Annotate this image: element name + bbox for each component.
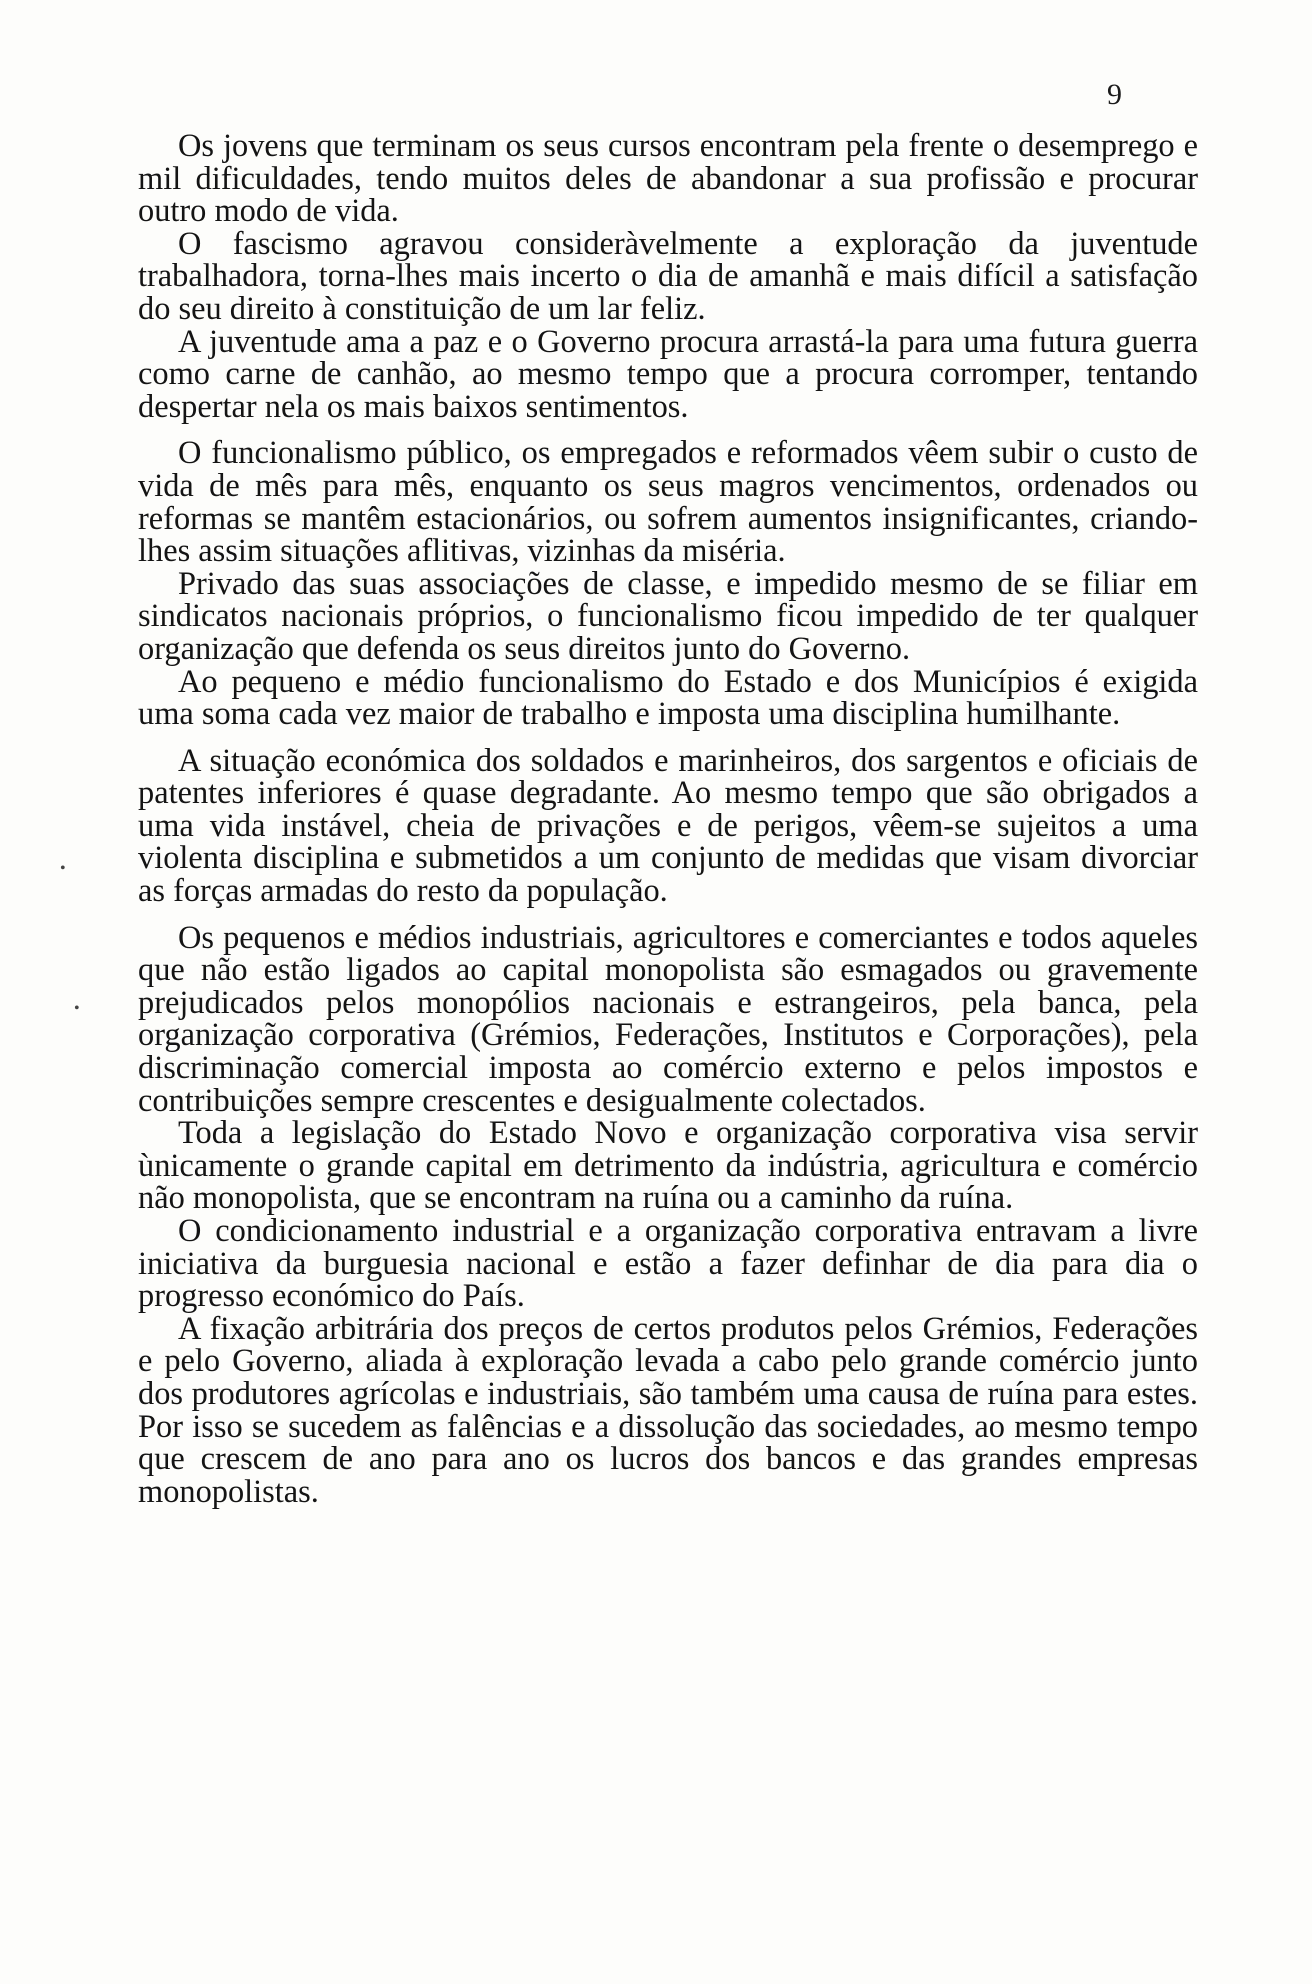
paragraph-civil-service-cost: O funcionalismo público, os empregados e reformados vêem subir o custo de vida de mês para mês, enquanto os seus magros vencimentos, ordenados ou reformas se mantêm estacionários, ou sofrem aumentos insignificantes, criando-lhes assim situações aflitivas, vizinhas da miséria. <box>138 435 1198 570</box>
paragraph-industrial-conditioning: O condicionamento industrial e a organização corporativa entravam a livre iniciativa da burguesia nacional e estão a fazer definhar de dia para dia o progresso económico do País. <box>138 1213 1198 1315</box>
paragraph-small-civil-service: Ao pequeno e médio funcionalismo do Estado e dos Municípios é exigida uma soma cada vez maior de trabalho e imposta uma disciplina humilhante. <box>138 663 1198 733</box>
paragraph-price-fixing: A fixação arbitrária dos preços de certos produtos pelos Grémios, Federações e pelo Governo, aliada à exploração levada a cabo pelo grande comércio junto dos produtores agrícolas e industriais, são também uma causa de ruína para estes. Por isso se sucedem as falências e a dissolução das sociedades, ao mesmo tempo que crescem de ano para ano os lucros dos bancos e das grandes empresas monopolistas. <box>138 1310 1198 1510</box>
paragraph-small-industry: Os pequenos e médios industriais, agricultores e comerciantes e todos aqueles que não estão ligados ao capital monopolista são esmagados ou gravemente prejudicados pelos monopólios nacionais e estrangeiros, pela banca, pela organização corporativa (Grémios, Federações, Institutos e Corporações), pela discriminação comercial imposta ao comércio externo e pelos impostos e contribuições sempre crescentes e desigualmente colectados. <box>138 919 1198 1119</box>
margin-mark: • <box>60 860 66 877</box>
paragraph-estado-novo: Toda a legislação do Estado Novo e organização corporativa visa servir ùnicamente o grande capital em detrimento da indústria, agricultura e comércio não monopolista, que se encontram na ruína ou a caminho da ruína. <box>138 1115 1198 1217</box>
paragraph-fascism-youth: O fascismo agravou consideràvelmente a exploração da juventude trabalhadora, torna-lhes mais incerto o dia de amanhã e mais difícil a satisfação do seu direito à constituição de um lar feliz. <box>138 225 1198 327</box>
paragraph-soldiers: A situação económica dos soldados e marinheiros, dos sargentos e oficiais de patentes inferiores é quase degradante. Ao mesmo tempo que são obrigados a uma vida instável, cheia de privações e de perigos, vêem-se sujeitos a uma violenta disciplina e submetidos a um conjunto de medidas que visam divorciar as forças armadas do resto da população. <box>138 742 1198 910</box>
body-text <box>138 130 1198 1508</box>
paragraph-civil-service-rights: Privado das suas associações de classe, e impedido mesmo de se filiar em sindicatos nacionais próprios, o funcionalismo ficou impedido de ter qualquer organização que defenda os seus direitos junto do Governo. <box>138 565 1198 667</box>
margin-mark: • <box>74 1000 80 1017</box>
paragraph-youth-peace: A juventude ama a paz e o Governo procura arrastá-la para uma futura guerra como carne de canhão, ao mesmo tempo que a procura corromper, tentando despertar nela os mais baixos sentimentos. <box>138 323 1198 425</box>
paragraph-youth-unemployment: Os jovens que terminam os seus cursos encontram pela frente o desemprego e mil dificuldades, tendo muitos deles de abandonar a sua profissão e procurar outro modo de vida. <box>138 128 1198 230</box>
page-number: 9 <box>1107 78 1122 111</box>
